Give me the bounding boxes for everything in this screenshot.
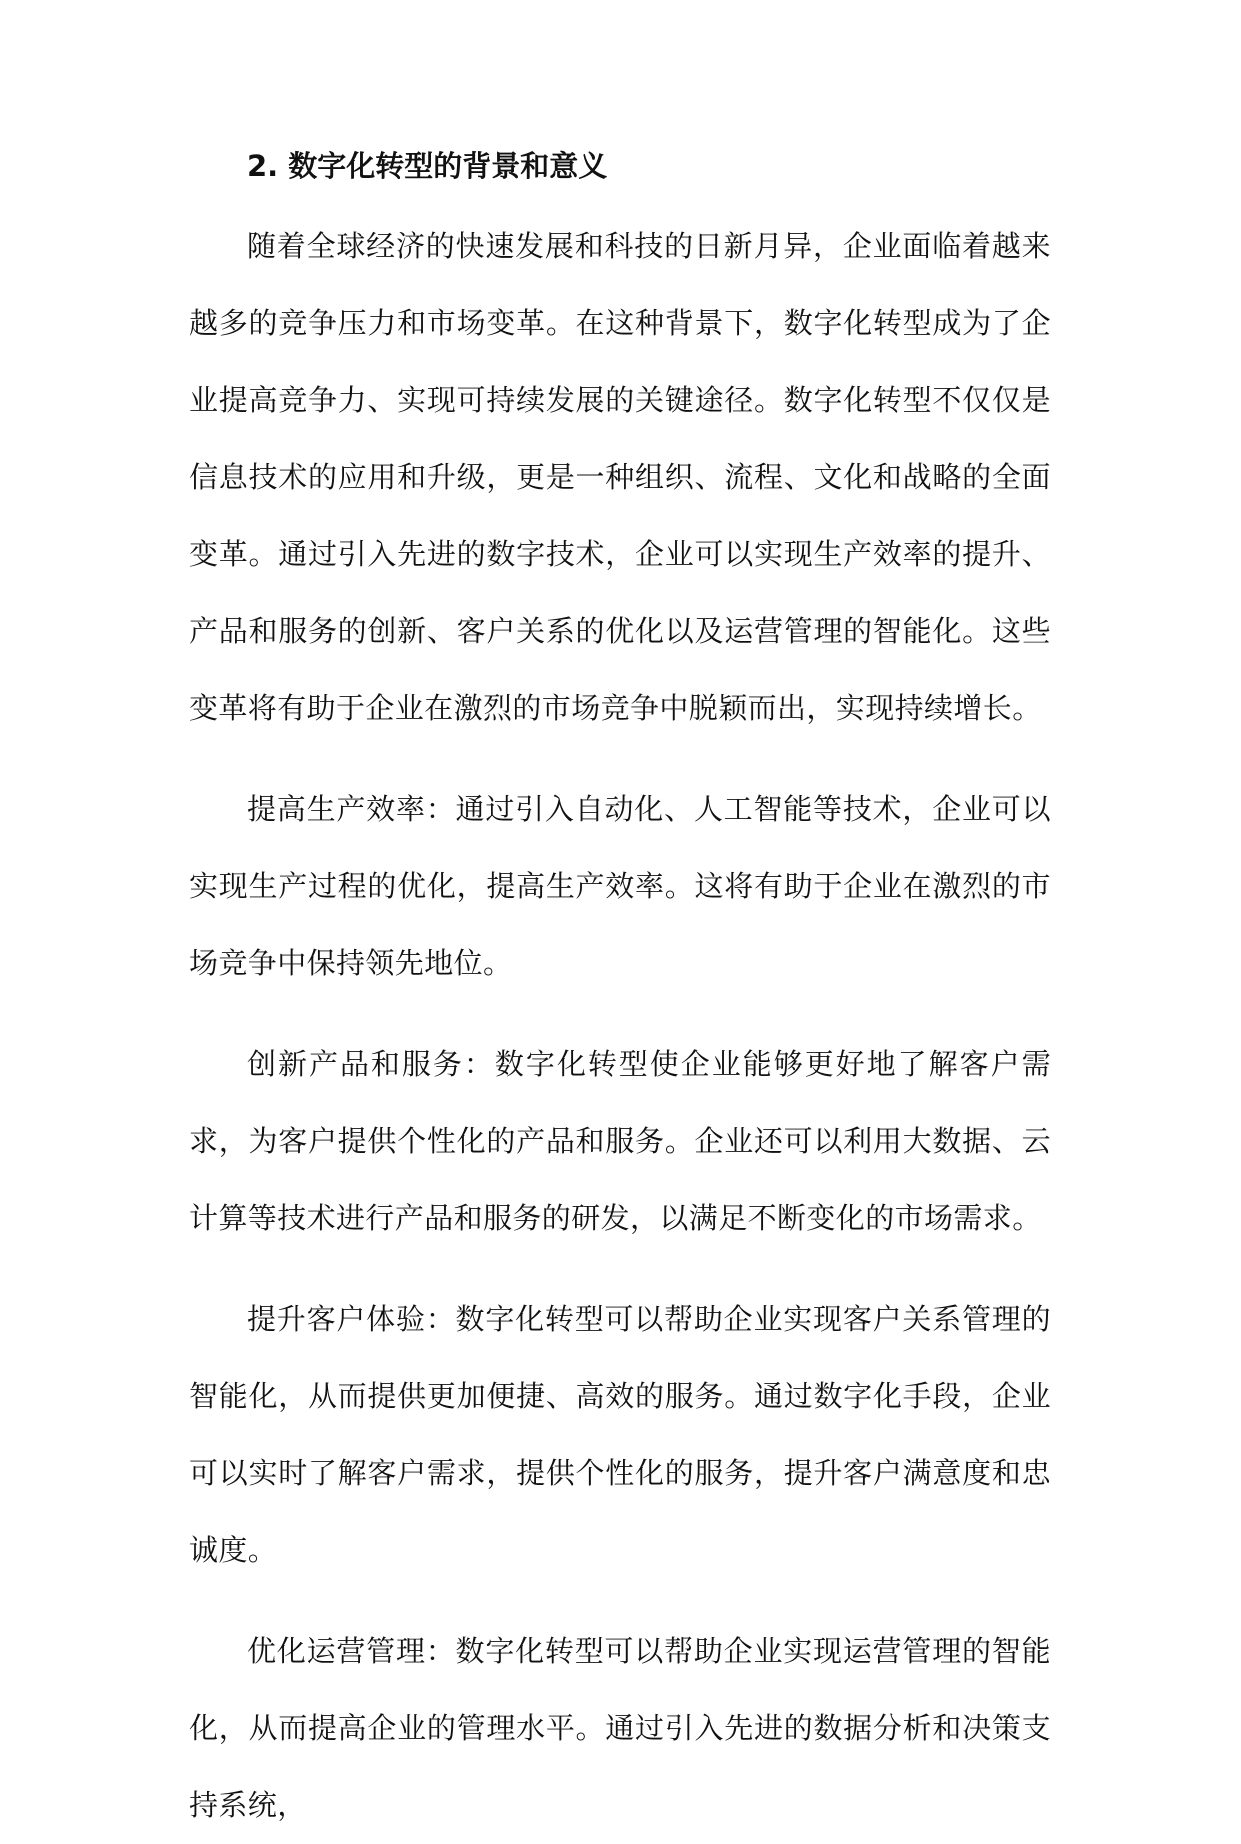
document-body bbox=[189, 140, 1051, 1844]
paragraph-operations-management: 优化运营管理：数字化转型可以帮助企业实现运营管理的智能化，从而提高企业的管理水平。通过引入先进的数据分析和决策支持系统， bbox=[189, 1634, 1051, 1822]
paragraph-customer-experience: 提升客户体验：数字化转型可以帮助企业实现客户关系管理的智能化，从而提供更加便捷、高效的服务。通过数字化手段，企业可以实时了解客户需求，提供个性化的服务，提升客户满意度和忠诚度。 bbox=[189, 1302, 1051, 1567]
section-heading: 2. 数字化转型的背景和意义 bbox=[247, 149, 608, 183]
paragraph-innovation: 创新产品和服务：数字化转型使企业能够更好地了解客户需求，为客户提供个性化的产品和服务。企业还可以利用大数据、云计算等技术进行产品和服务的研发，以满足不断变化的市场需求。 bbox=[189, 1047, 1051, 1235]
paragraph-background: 随着全球经济的快速发展和科技的日新月异，企业面临着越来越多的竞争压力和市场变革。在这种背景下，数字化转型成为了企业提高竞争力、实现可持续发展的关键途径。数字化转型不仅仅是信息技术的应用和升级，更是一种组织、流程、文化和战略的全面变革。通过引入先进的数字技术，企业可以实现生产效率的提升、产品和服务的创新、客户关系的优化以及运营管理的智能化。这些变革将有助于企业在激烈的市场竞争中脱颖而出，实现持续增长。 bbox=[189, 229, 1051, 725]
paragraph-production-efficiency: 提高生产效率：通过引入自动化、人工智能等技术，企业可以实现生产过程的优化，提高生产效率。这将有助于企业在激烈的市场竞争中保持领先地位。 bbox=[189, 792, 1051, 980]
